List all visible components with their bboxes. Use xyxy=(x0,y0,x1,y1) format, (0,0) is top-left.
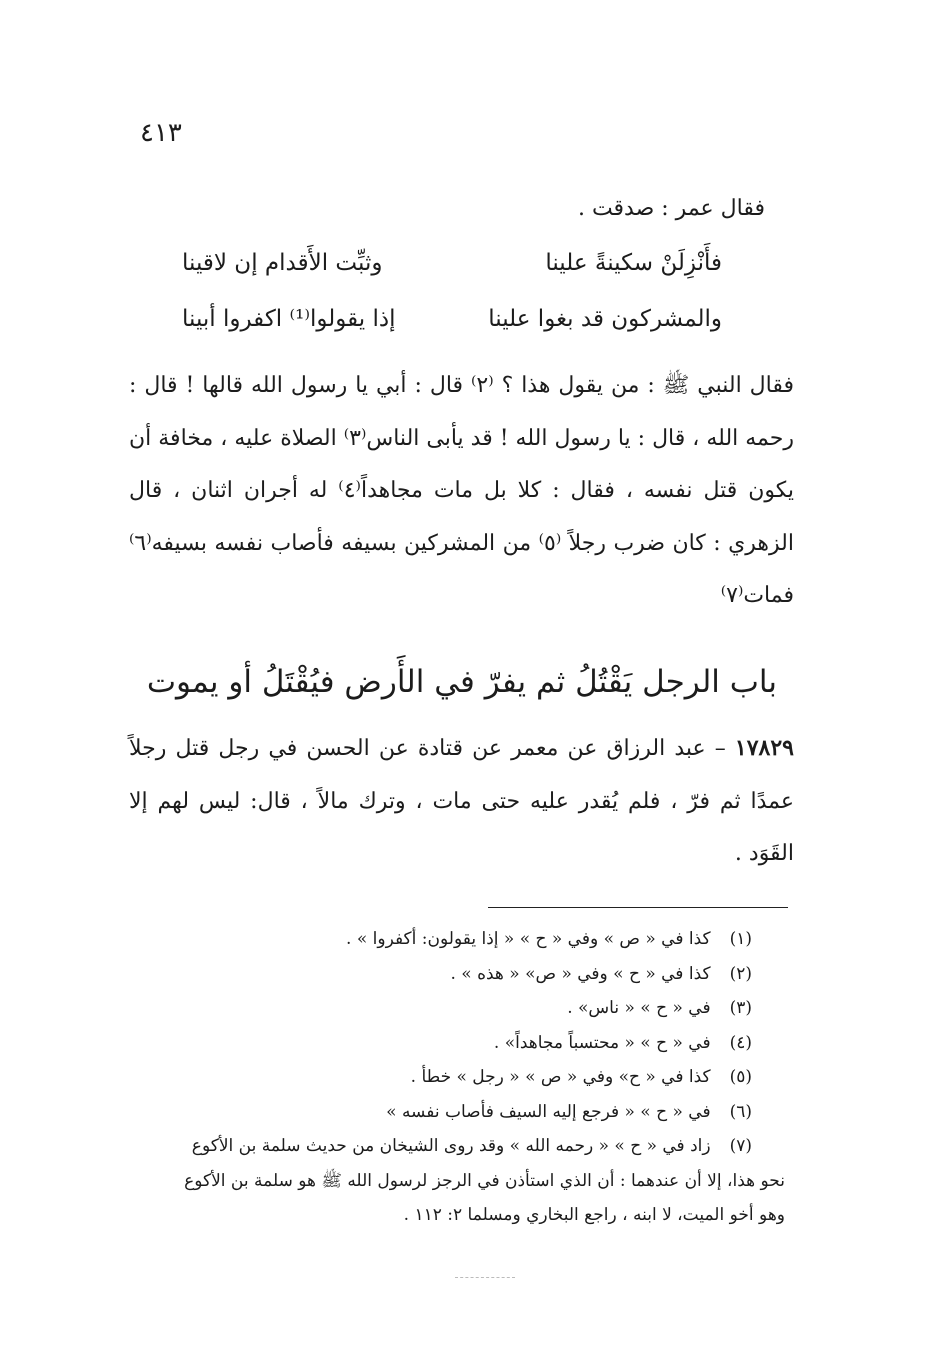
footnote xyxy=(132,1129,752,1164)
footnote-text: في « ح » « فرجع إليه السيف فأصاب نفسه » xyxy=(386,1101,711,1122)
footnote-number: (٢) xyxy=(729,963,752,984)
footnote-text: كذا في « ح » وفي « ص» « هذه » . xyxy=(450,963,711,984)
footnote-text: في « ح » « ناس» . xyxy=(567,998,711,1018)
verse-row xyxy=(182,250,722,276)
footnote xyxy=(132,1095,752,1130)
footnote xyxy=(132,991,752,1026)
footnote-continuation: وهو أخو الميت، لا ابنه ، راجع البخاري ومسلما ٢: ١١٢ . xyxy=(403,1205,785,1225)
footnote-text: زاد في « ح » « رحمه الله » وقد روى الشيخان من حديث سلمة بن الأكوع xyxy=(191,1136,711,1156)
verse-first-hemistich: والمشركون قد بغوا علينا xyxy=(488,306,722,332)
verse-second-hemistich: إذا يقولوا⁽¹⁾ اكفروا أبينا xyxy=(182,306,396,332)
end-mark xyxy=(455,1277,515,1278)
footnote xyxy=(132,922,752,957)
chapter-heading: باب الرجل يَقْتُلُ ثم يفرّ في الأَرض فيُقْتَلُ أو يموت xyxy=(146,664,777,700)
hadith-text: – عبد الرزاق عن معمر عن قتادة عن الحسن في رجل قتل رجلاً عمدًا ثم فرّ ، فلم يُقدر عليه حتى مات ، وترك مالاً ، قال: ليس لهم إلا القَوَد . xyxy=(129,736,794,866)
paragraph: فقال النبي ﷺ : من يقول هذا ؟ ⁽٢⁾ قال : أبي يا رسول الله قالها ! قال : رحمه الله ، قال : يا رسول الله ! قد يأبى الناس⁽٣⁾ الصلاة عليه ، مخافة أن يكون قتل نفسه ، فقال : كلا بل مات مجاهداً⁽٤⁾ له أجران اثنان ، قال الزهري : كان ضرب رجلاً ⁽٥⁾ من المشركين بسيفه فأصاب نفسه بسيفه⁽٦⁾ فمات⁽٧⁾ xyxy=(129,373,795,608)
footnote-divider xyxy=(488,907,788,908)
page-number: ٤١٣ xyxy=(140,118,182,148)
footnote xyxy=(132,957,752,992)
footnote-number: (٦) xyxy=(729,1101,752,1122)
verse-row xyxy=(182,306,722,332)
verse-second-hemistich: وثبِّت الأَقدام إن لاقينا xyxy=(182,250,383,276)
hadith-paragraph xyxy=(129,722,794,881)
footnote xyxy=(132,1060,752,1095)
footnote-text: كذا في « ص » وفي « ح » « إذا يقولون: أكفروا » . xyxy=(346,929,711,949)
footnote-number: (٤) xyxy=(729,1032,752,1053)
footnote-number: (١) xyxy=(729,929,752,949)
footnote-number: (٥) xyxy=(729,1067,752,1087)
intro-line: فقال عمر : صدقت . xyxy=(577,196,765,221)
hadith-number: ١٧٨٢٩ xyxy=(734,735,794,761)
footnote-continuation: نحو هذا، إلا أن عندهما : أن الذي استأذن في الرجز لرسول الله ﷺ هو سلمة بن الأكوع xyxy=(184,1170,785,1191)
footnote-text: في « ح » « محتسباً مجاهداً» . xyxy=(493,1032,711,1053)
verse-first-hemistich: فأَنْزِلَنْ سكينةً علينا xyxy=(545,250,722,276)
footnote xyxy=(132,1026,752,1061)
footnote-number: (٧) xyxy=(729,1136,752,1156)
footnote-number: (٣) xyxy=(729,998,752,1018)
footnote-text: كذا في « ح» وفي « ص » « رجل » خطأ . xyxy=(410,1067,711,1087)
footnotes xyxy=(132,922,785,1233)
